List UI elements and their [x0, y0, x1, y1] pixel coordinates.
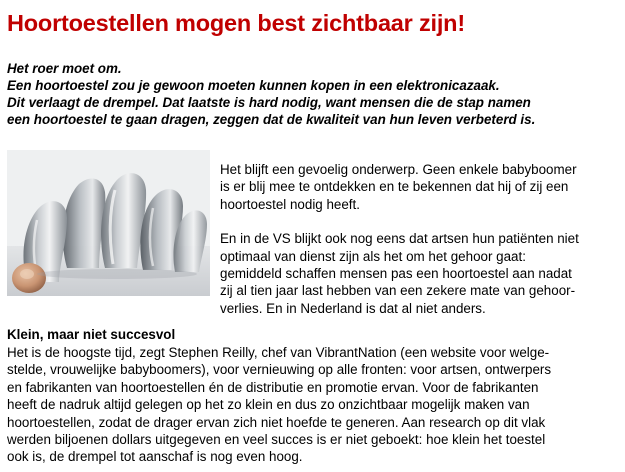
- section-body: [7, 344, 621, 466]
- text-line: zij al tien jaar last hebben van een zekere mate van gehoor-: [220, 283, 576, 299]
- text-line: Het blijft een gevoelig onderwerp. Geen enkele babyboomer: [220, 162, 577, 177]
- text-line: stelde, vrouwelijke babyboomers), voor vernieuwing op alle fronten: voor artsen, ontwerpers: [7, 362, 552, 378]
- text-line: ook is, de drempel tot aanschaf is nog even hoog.: [7, 449, 303, 465]
- hearing-aids-illustration: [7, 150, 210, 296]
- lead-line: Dit verlaagt de drempel. Dat laatste is hard nodig, want mensen die de stap namen: [7, 95, 531, 110]
- lead-line: Het roer moet om.: [7, 61, 122, 76]
- text-line: Het is de hoogste tijd, zegt Stephen Reilly, chef van VibrantNation (een website voor welge-: [7, 345, 550, 360]
- article-headline: Hoortoestellen mogen best zichtbaar zijn!: [7, 10, 465, 36]
- text-line: en fabrikanten van hoortoestellen én de distributie en promotie ervan. Voor de fabrikanten: [7, 379, 539, 395]
- hearing-aids-photo: [7, 150, 210, 296]
- lead-line: een hoortoestel te gaan dragen, zeggen dat de kwaliteit van hun leven verbeterd is.: [7, 112, 536, 127]
- text-line: En in de VS blijkt ook nog eens dat artsen hun patiënten niet: [220, 231, 579, 247]
- text-line: hoortoestel nodig heeft.: [220, 196, 360, 212]
- text-line: hoortoestellen, zodat de drager ervan zich niet hoefde te generen. Aan research op dit vlak: [7, 414, 546, 430]
- text-line: optimaal van dienst zijn als het om het gehoor gaat:: [220, 248, 526, 264]
- intro-text: [220, 144, 620, 334]
- article-lead: [7, 60, 619, 128]
- section-subheading: Klein, maar niet succesvol: [7, 327, 176, 342]
- text-line: gemiddeld schaffen mensen pas een hoortoestel aan nadat: [220, 266, 572, 282]
- lead-line: Een hoortoestel zou je gewoon moeten kunnen kopen in een elektronicazaak.: [7, 78, 500, 93]
- text-line: verlies. En in Nederland is dat al niet anders.: [220, 300, 486, 316]
- text-line: is er blij mee te ontdekken en te bekennen dat hij of zij een: [220, 179, 569, 195]
- text-line: heeft de nadruk altijd gelegen op het zo klein en dus zo onzichtbaar mogelijk maken van: [7, 397, 530, 413]
- text-line: werden biljoenen dollars uitgegeven en veel succes is er niet geboekt: hoe klein het toestel: [7, 432, 546, 448]
